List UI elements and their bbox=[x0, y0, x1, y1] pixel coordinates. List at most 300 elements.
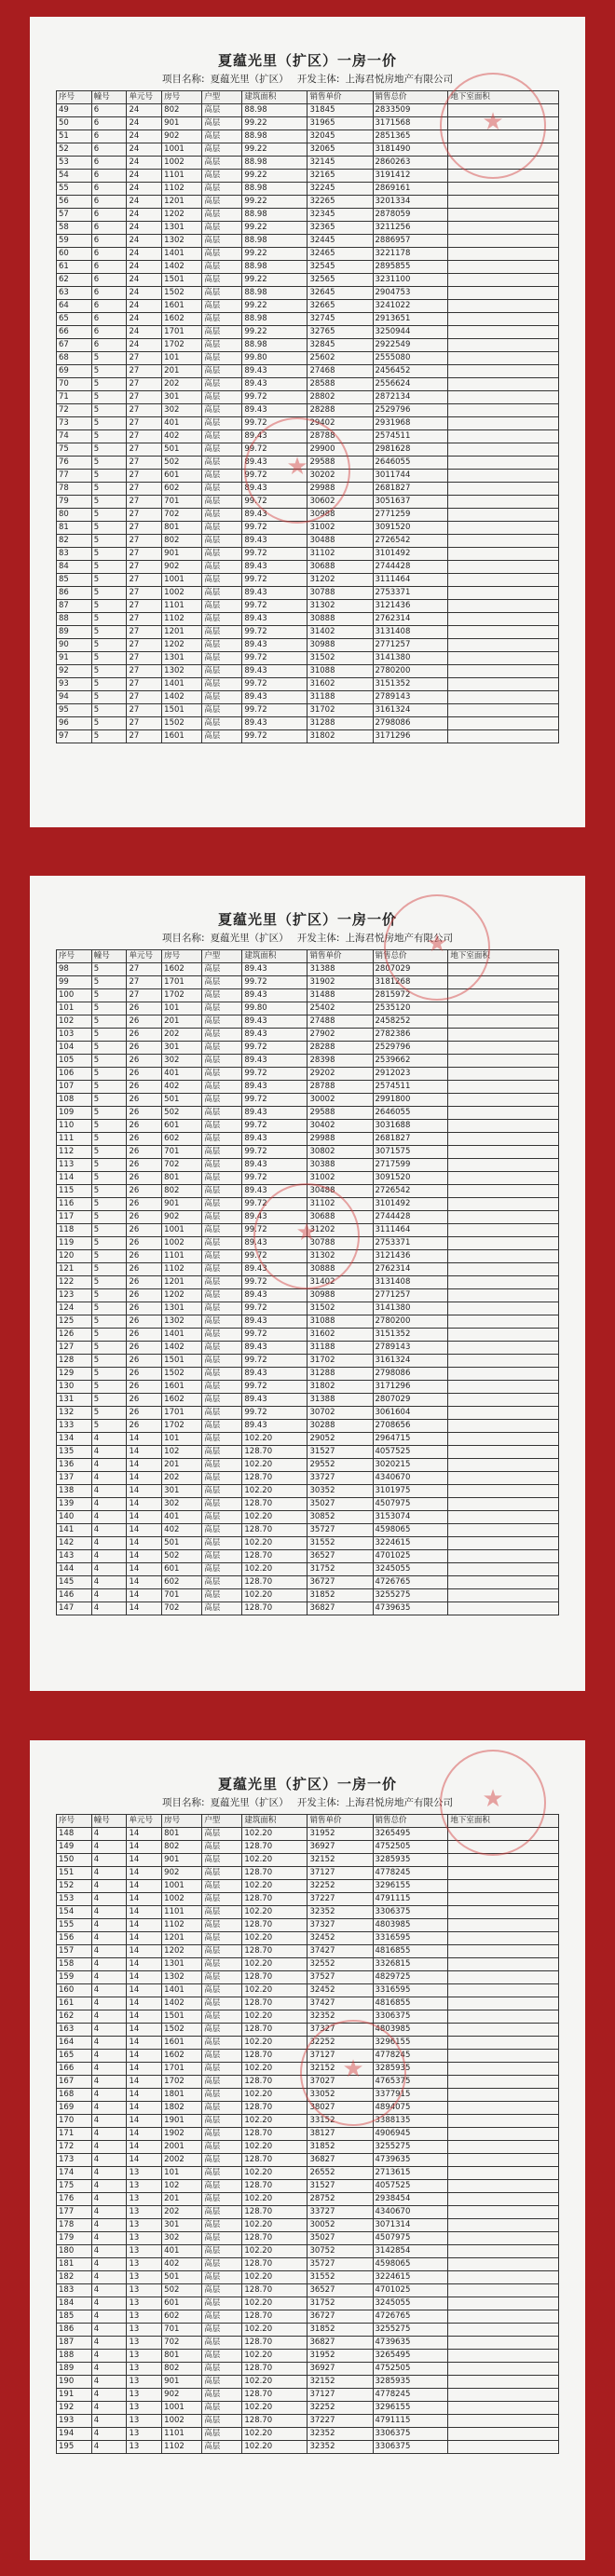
type-cell: 高层 bbox=[202, 665, 242, 678]
type-cell: 高层 bbox=[202, 639, 242, 652]
total-price-cell: 3071575 bbox=[373, 1146, 448, 1159]
seq-cell: 116 bbox=[57, 1198, 92, 1211]
seq-cell: 103 bbox=[57, 1029, 92, 1042]
type-cell: 高层 bbox=[202, 209, 242, 222]
area-cell: 88.98 bbox=[242, 287, 308, 300]
room-cell: 801 bbox=[162, 1172, 202, 1185]
room-cell: 501 bbox=[162, 443, 202, 457]
basement-area-cell bbox=[448, 2389, 559, 2402]
building-cell: 5 bbox=[91, 1381, 127, 1394]
room-cell: 201 bbox=[162, 2193, 202, 2206]
seq-cell: 59 bbox=[57, 235, 92, 248]
total-price-cell: 3231100 bbox=[373, 274, 448, 287]
basement-area-cell bbox=[448, 1224, 559, 1237]
basement-area-cell bbox=[448, 613, 559, 626]
unit-cell: 13 bbox=[127, 2389, 162, 2402]
room-cell: 1302 bbox=[162, 1315, 202, 1329]
building-cell: 4 bbox=[91, 1828, 127, 1841]
seq-cell: 68 bbox=[57, 352, 92, 365]
page-title: 夏蕴光里（扩区）一房一价 bbox=[217, 52, 397, 69]
column-header: 建筑面积 bbox=[242, 91, 308, 104]
unit-cell: 14 bbox=[127, 2102, 162, 2115]
total-price-cell: 2681827 bbox=[373, 1133, 448, 1146]
seq-cell: 127 bbox=[57, 1342, 92, 1355]
area-cell: 99.72 bbox=[242, 1146, 308, 1159]
table-row bbox=[57, 1394, 559, 1407]
seq-cell: 123 bbox=[57, 1289, 92, 1302]
seq-cell: 94 bbox=[57, 691, 92, 704]
room-cell: 701 bbox=[162, 496, 202, 509]
basement-area-cell bbox=[448, 2089, 559, 2102]
type-cell: 高层 bbox=[202, 1120, 242, 1133]
unit-cell: 14 bbox=[127, 1498, 162, 1511]
unit-price-cell: 31188 bbox=[308, 691, 373, 704]
basement-area-cell bbox=[448, 2141, 559, 2154]
room-cell: 101 bbox=[162, 1002, 202, 1015]
basement-area-cell bbox=[448, 1524, 559, 1537]
table-row bbox=[57, 1485, 559, 1498]
total-price-cell: 3191412 bbox=[373, 170, 448, 183]
table-row bbox=[57, 443, 559, 457]
building-cell: 5 bbox=[91, 1198, 127, 1211]
basement-area-cell bbox=[448, 509, 559, 522]
room-cell: 1102 bbox=[162, 1919, 202, 1932]
room-cell: 1302 bbox=[162, 235, 202, 248]
seq-cell: 95 bbox=[57, 704, 92, 717]
area-cell: 128.70 bbox=[242, 2284, 308, 2297]
column-header: 单元号 bbox=[127, 91, 162, 104]
seq-cell: 70 bbox=[57, 378, 92, 391]
unit-price-cell: 28752 bbox=[308, 2193, 373, 2206]
area-cell: 89.43 bbox=[242, 613, 308, 626]
unit-cell: 26 bbox=[127, 1302, 162, 1315]
table-row bbox=[57, 2089, 559, 2102]
type-cell: 高层 bbox=[202, 1107, 242, 1120]
building-cell: 4 bbox=[91, 2363, 127, 2376]
total-price-cell: 2807029 bbox=[373, 1394, 448, 1407]
project-label: 项目名称: bbox=[162, 74, 205, 85]
building-cell: 4 bbox=[91, 1485, 127, 1498]
total-price-cell: 3061604 bbox=[373, 1407, 448, 1420]
unit-price-cell: 36727 bbox=[308, 1576, 373, 1589]
room-cell: 502 bbox=[162, 1107, 202, 1120]
unit-cell: 27 bbox=[127, 391, 162, 404]
unit-price-cell: 28288 bbox=[308, 404, 373, 417]
unit-cell: 13 bbox=[127, 2402, 162, 2415]
seq-cell: 195 bbox=[57, 2441, 92, 2454]
total-price-cell: 3142854 bbox=[373, 2245, 448, 2258]
seq-cell: 93 bbox=[57, 678, 92, 691]
unit-cell: 26 bbox=[127, 1420, 162, 1433]
seq-cell: 154 bbox=[57, 1906, 92, 1919]
unit-price-cell: 26552 bbox=[308, 2167, 373, 2180]
table-row bbox=[57, 1841, 559, 1854]
seq-cell: 183 bbox=[57, 2284, 92, 2297]
total-price-cell: 3091520 bbox=[373, 1172, 448, 1185]
total-price-cell: 2762314 bbox=[373, 1263, 448, 1276]
area-cell: 128.70 bbox=[242, 1841, 308, 1854]
area-cell: 128.70 bbox=[242, 1550, 308, 1563]
total-price-cell: 3031688 bbox=[373, 1120, 448, 1133]
type-cell: 高层 bbox=[202, 1081, 242, 1094]
unit-price-cell: 28802 bbox=[308, 391, 373, 404]
table-row bbox=[57, 496, 559, 509]
room-cell: 202 bbox=[162, 1472, 202, 1485]
type-cell: 高层 bbox=[202, 430, 242, 443]
unit-price-cell: 35027 bbox=[308, 2232, 373, 2245]
building-cell: 4 bbox=[91, 1880, 127, 1893]
area-cell: 99.80 bbox=[242, 352, 308, 365]
unit-cell: 14 bbox=[127, 1602, 162, 1615]
unit-price-cell: 38127 bbox=[308, 2128, 373, 2141]
unit-price-cell: 31552 bbox=[308, 2271, 373, 2284]
type-cell: 高层 bbox=[202, 261, 242, 274]
seq-cell: 153 bbox=[57, 1893, 92, 1906]
table-row bbox=[57, 989, 559, 1002]
table-row bbox=[57, 1472, 559, 1485]
total-price-cell: 4778245 bbox=[373, 1867, 448, 1880]
type-cell: 高层 bbox=[202, 717, 242, 730]
basement-area-cell bbox=[448, 1880, 559, 1893]
unit-cell: 26 bbox=[127, 1407, 162, 1420]
table-row bbox=[57, 2284, 559, 2297]
column-header: 序号 bbox=[57, 1815, 92, 1828]
building-cell: 5 bbox=[91, 704, 127, 717]
column-header: 销售单价 bbox=[308, 1815, 373, 1828]
basement-area-cell bbox=[448, 1368, 559, 1381]
unit-price-cell: 31802 bbox=[308, 730, 373, 743]
unit-cell: 26 bbox=[127, 1146, 162, 1159]
building-cell: 5 bbox=[91, 1407, 127, 1420]
unit-cell: 14 bbox=[127, 1971, 162, 1984]
column-header: 地下室面积 bbox=[448, 91, 559, 104]
building-cell: 5 bbox=[91, 522, 127, 535]
area-cell: 89.43 bbox=[242, 1015, 308, 1029]
table-header-row bbox=[57, 1815, 559, 1828]
unit-cell: 14 bbox=[127, 2115, 162, 2128]
column-header: 户型 bbox=[202, 950, 242, 963]
room-cell: 1801 bbox=[162, 2089, 202, 2102]
seq-cell: 115 bbox=[57, 1185, 92, 1198]
building-cell: 5 bbox=[91, 1368, 127, 1381]
room-cell: 1102 bbox=[162, 613, 202, 626]
type-cell: 高层 bbox=[202, 274, 242, 287]
basement-area-cell bbox=[448, 1459, 559, 1472]
type-cell: 高层 bbox=[202, 1854, 242, 1867]
building-cell: 5 bbox=[91, 535, 127, 548]
unit-cell: 26 bbox=[127, 1224, 162, 1237]
unit-price-cell: 30988 bbox=[308, 509, 373, 522]
table-row bbox=[57, 2415, 559, 2428]
building-cell: 5 bbox=[91, 1055, 127, 1068]
unit-cell: 13 bbox=[127, 2376, 162, 2389]
total-price-cell: 3181268 bbox=[373, 976, 448, 989]
basement-area-cell bbox=[448, 157, 559, 170]
room-cell: 601 bbox=[162, 2297, 202, 2310]
table-row bbox=[57, 626, 559, 639]
seq-cell: 112 bbox=[57, 1146, 92, 1159]
unit-cell: 14 bbox=[127, 1919, 162, 1932]
table-row bbox=[57, 535, 559, 548]
seq-cell: 176 bbox=[57, 2193, 92, 2206]
room-cell: 1902 bbox=[162, 2128, 202, 2141]
area-cell: 99.72 bbox=[242, 1302, 308, 1315]
room-cell: 1701 bbox=[162, 326, 202, 339]
total-price-cell: 4791115 bbox=[373, 2415, 448, 2428]
seq-cell: 88 bbox=[57, 613, 92, 626]
room-cell: 201 bbox=[162, 365, 202, 378]
basement-area-cell bbox=[448, 2337, 559, 2350]
area-cell: 99.72 bbox=[242, 1355, 308, 1368]
unit-cell: 14 bbox=[127, 2076, 162, 2089]
area-cell: 88.98 bbox=[242, 235, 308, 248]
area-cell: 102.20 bbox=[242, 2010, 308, 2024]
total-price-cell: 2878059 bbox=[373, 209, 448, 222]
building-cell: 4 bbox=[91, 1984, 127, 1997]
room-cell: 102 bbox=[162, 2180, 202, 2193]
total-price-cell: 2646055 bbox=[373, 457, 448, 470]
table-row bbox=[57, 1854, 559, 1867]
total-price-cell: 2869161 bbox=[373, 183, 448, 196]
table-row bbox=[57, 222, 559, 235]
basement-area-cell bbox=[448, 196, 559, 209]
building-cell: 6 bbox=[91, 248, 127, 261]
type-cell: 高层 bbox=[202, 691, 242, 704]
seq-cell: 105 bbox=[57, 1055, 92, 1068]
seq-cell: 167 bbox=[57, 2076, 92, 2089]
room-cell: 1402 bbox=[162, 261, 202, 274]
basement-area-cell bbox=[448, 1828, 559, 1841]
total-price-cell: 2833509 bbox=[373, 104, 448, 117]
basement-area-cell bbox=[448, 1498, 559, 1511]
column-header: 销售总价 bbox=[373, 91, 448, 104]
building-cell: 4 bbox=[91, 2089, 127, 2102]
type-cell: 高层 bbox=[202, 417, 242, 430]
unit-cell: 14 bbox=[127, 1841, 162, 1854]
basement-area-cell bbox=[448, 2167, 559, 2180]
building-cell: 4 bbox=[91, 2284, 127, 2297]
unit-cell: 27 bbox=[127, 417, 162, 430]
unit-price-cell: 29402 bbox=[308, 417, 373, 430]
seq-cell: 172 bbox=[57, 2141, 92, 2154]
seq-cell: 138 bbox=[57, 1485, 92, 1498]
type-cell: 高层 bbox=[202, 130, 242, 143]
building-cell: 4 bbox=[91, 1841, 127, 1854]
area-cell: 99.72 bbox=[242, 574, 308, 587]
unit-cell: 26 bbox=[127, 1172, 162, 1185]
seq-cell: 63 bbox=[57, 287, 92, 300]
column-header: 房号 bbox=[162, 91, 202, 104]
unit-price-cell: 28288 bbox=[308, 1042, 373, 1055]
unit-cell: 13 bbox=[127, 2167, 162, 2180]
unit-cell: 24 bbox=[127, 248, 162, 261]
seq-cell: 106 bbox=[57, 1068, 92, 1081]
building-cell: 4 bbox=[91, 2324, 127, 2337]
building-cell: 4 bbox=[91, 2063, 127, 2076]
unit-cell: 26 bbox=[127, 1263, 162, 1276]
seq-cell: 52 bbox=[57, 143, 92, 157]
room-cell: 1701 bbox=[162, 2063, 202, 2076]
unit-price-cell: 31002 bbox=[308, 1172, 373, 1185]
table-row bbox=[57, 1984, 559, 1997]
total-price-cell: 2458252 bbox=[373, 1015, 448, 1029]
table-row bbox=[57, 1459, 559, 1472]
unit-price-cell: 38027 bbox=[308, 2102, 373, 2115]
area-cell: 88.98 bbox=[242, 157, 308, 170]
table-row bbox=[57, 2376, 559, 2389]
seq-cell: 180 bbox=[57, 2245, 92, 2258]
basement-area-cell bbox=[448, 1407, 559, 1420]
total-price-cell: 3241022 bbox=[373, 300, 448, 313]
area-cell: 102.20 bbox=[242, 1511, 308, 1524]
room-cell: 1401 bbox=[162, 1329, 202, 1342]
table-row bbox=[57, 274, 559, 287]
total-price-cell: 2726542 bbox=[373, 535, 448, 548]
unit-price-cell: 31202 bbox=[308, 1224, 373, 1237]
room-cell: 2002 bbox=[162, 2154, 202, 2167]
unit-price-cell: 36827 bbox=[308, 2154, 373, 2167]
unit-price-cell: 32765 bbox=[308, 326, 373, 339]
area-cell: 128.70 bbox=[242, 1997, 308, 2010]
area-cell: 102.20 bbox=[242, 2063, 308, 2076]
type-cell: 高层 bbox=[202, 300, 242, 313]
building-cell: 5 bbox=[91, 652, 127, 665]
basement-area-cell bbox=[448, 1446, 559, 1459]
type-cell: 高层 bbox=[202, 222, 242, 235]
type-cell: 高层 bbox=[202, 404, 242, 417]
seq-cell: 58 bbox=[57, 222, 92, 235]
unit-cell: 14 bbox=[127, 2089, 162, 2102]
unit-price-cell: 33152 bbox=[308, 2115, 373, 2128]
table-row bbox=[57, 470, 559, 483]
type-cell: 高层 bbox=[202, 2037, 242, 2050]
type-cell: 高层 bbox=[202, 1068, 242, 1081]
unit-cell: 14 bbox=[127, 1906, 162, 1919]
total-price-cell: 2713615 bbox=[373, 2167, 448, 2180]
table-row bbox=[57, 1081, 559, 1094]
column-header: 序号 bbox=[57, 950, 92, 963]
building-cell: 4 bbox=[91, 2271, 127, 2284]
table-row bbox=[57, 1224, 559, 1237]
building-cell: 5 bbox=[91, 1315, 127, 1329]
type-cell: 高层 bbox=[202, 2310, 242, 2324]
room-cell: 401 bbox=[162, 1068, 202, 1081]
type-cell: 高层 bbox=[202, 157, 242, 170]
total-price-cell: 4829725 bbox=[373, 1971, 448, 1984]
unit-cell: 27 bbox=[127, 652, 162, 665]
type-cell: 高层 bbox=[202, 104, 242, 117]
area-cell: 102.20 bbox=[242, 2402, 308, 2415]
total-price-cell: 4752505 bbox=[373, 1841, 448, 1854]
unit-cell: 14 bbox=[127, 1880, 162, 1893]
building-cell: 6 bbox=[91, 339, 127, 352]
area-cell: 128.70 bbox=[242, 1919, 308, 1932]
seq-cell: 107 bbox=[57, 1081, 92, 1094]
room-cell: 802 bbox=[162, 2363, 202, 2376]
table-row bbox=[57, 1550, 559, 1563]
unit-price-cell: 31302 bbox=[308, 1250, 373, 1263]
developer-name: 上海君悦房地产有限公司 bbox=[345, 74, 453, 85]
area-cell: 99.72 bbox=[242, 704, 308, 717]
room-cell: 101 bbox=[162, 1433, 202, 1446]
seq-cell: 124 bbox=[57, 1302, 92, 1315]
building-cell: 4 bbox=[91, 2076, 127, 2089]
unit-price-cell: 37227 bbox=[308, 1893, 373, 1906]
building-cell: 5 bbox=[91, 1237, 127, 1250]
unit-price-cell: 29052 bbox=[308, 1433, 373, 1446]
unit-price-cell: 37427 bbox=[308, 1945, 373, 1958]
unit-cell: 27 bbox=[127, 470, 162, 483]
unit-cell: 14 bbox=[127, 2128, 162, 2141]
room-cell: 401 bbox=[162, 417, 202, 430]
seq-cell: 162 bbox=[57, 2010, 92, 2024]
type-cell: 高层 bbox=[202, 2441, 242, 2454]
area-cell: 99.22 bbox=[242, 248, 308, 261]
building-cell: 5 bbox=[91, 483, 127, 496]
building-cell: 4 bbox=[91, 2180, 127, 2193]
unit-cell: 26 bbox=[127, 1042, 162, 1055]
project-name: 夏蕴光里（扩区） bbox=[210, 933, 289, 944]
building-cell: 5 bbox=[91, 561, 127, 574]
table-row bbox=[57, 2402, 559, 2415]
type-cell: 高层 bbox=[202, 1302, 242, 1315]
room-cell: 1401 bbox=[162, 678, 202, 691]
unit-cell: 26 bbox=[127, 1250, 162, 1263]
seq-cell: 74 bbox=[57, 430, 92, 443]
room-cell: 1701 bbox=[162, 976, 202, 989]
table-row bbox=[57, 522, 559, 535]
room-cell: 1602 bbox=[162, 963, 202, 976]
room-cell: 802 bbox=[162, 104, 202, 117]
basement-area-cell bbox=[448, 1055, 559, 1068]
seq-cell: 193 bbox=[57, 2415, 92, 2428]
seq-cell: 192 bbox=[57, 2402, 92, 2415]
basement-area-cell bbox=[448, 1315, 559, 1329]
type-cell: 高层 bbox=[202, 652, 242, 665]
type-cell: 高层 bbox=[202, 1002, 242, 1015]
table-row bbox=[57, 1042, 559, 1055]
unit-price-cell: 30288 bbox=[308, 1420, 373, 1433]
table-row bbox=[57, 2337, 559, 2350]
unit-price-cell: 30488 bbox=[308, 1185, 373, 1198]
seq-cell: 66 bbox=[57, 326, 92, 339]
table-row bbox=[57, 1159, 559, 1172]
unit-cell: 24 bbox=[127, 235, 162, 248]
room-cell: 301 bbox=[162, 1042, 202, 1055]
column-header: 建筑面积 bbox=[242, 1815, 308, 1828]
type-cell: 高层 bbox=[202, 561, 242, 574]
unit-cell: 24 bbox=[127, 196, 162, 209]
type-cell: 高层 bbox=[202, 548, 242, 561]
building-cell: 5 bbox=[91, 457, 127, 470]
unit-price-cell: 25602 bbox=[308, 352, 373, 365]
room-cell: 702 bbox=[162, 1602, 202, 1615]
unit-price-cell: 32365 bbox=[308, 222, 373, 235]
type-cell: 高层 bbox=[202, 1589, 242, 1602]
basement-area-cell bbox=[448, 2428, 559, 2441]
basement-area-cell bbox=[448, 1289, 559, 1302]
basement-area-cell bbox=[448, 1002, 559, 1015]
total-price-cell: 2456452 bbox=[373, 365, 448, 378]
building-cell: 5 bbox=[91, 1355, 127, 1368]
building-cell: 5 bbox=[91, 352, 127, 365]
building-cell: 4 bbox=[91, 1919, 127, 1932]
total-price-cell: 3161324 bbox=[373, 704, 448, 717]
building-cell: 5 bbox=[91, 470, 127, 483]
seq-cell: 87 bbox=[57, 600, 92, 613]
unit-price-cell: 31188 bbox=[308, 1342, 373, 1355]
area-cell: 99.72 bbox=[242, 1042, 308, 1055]
